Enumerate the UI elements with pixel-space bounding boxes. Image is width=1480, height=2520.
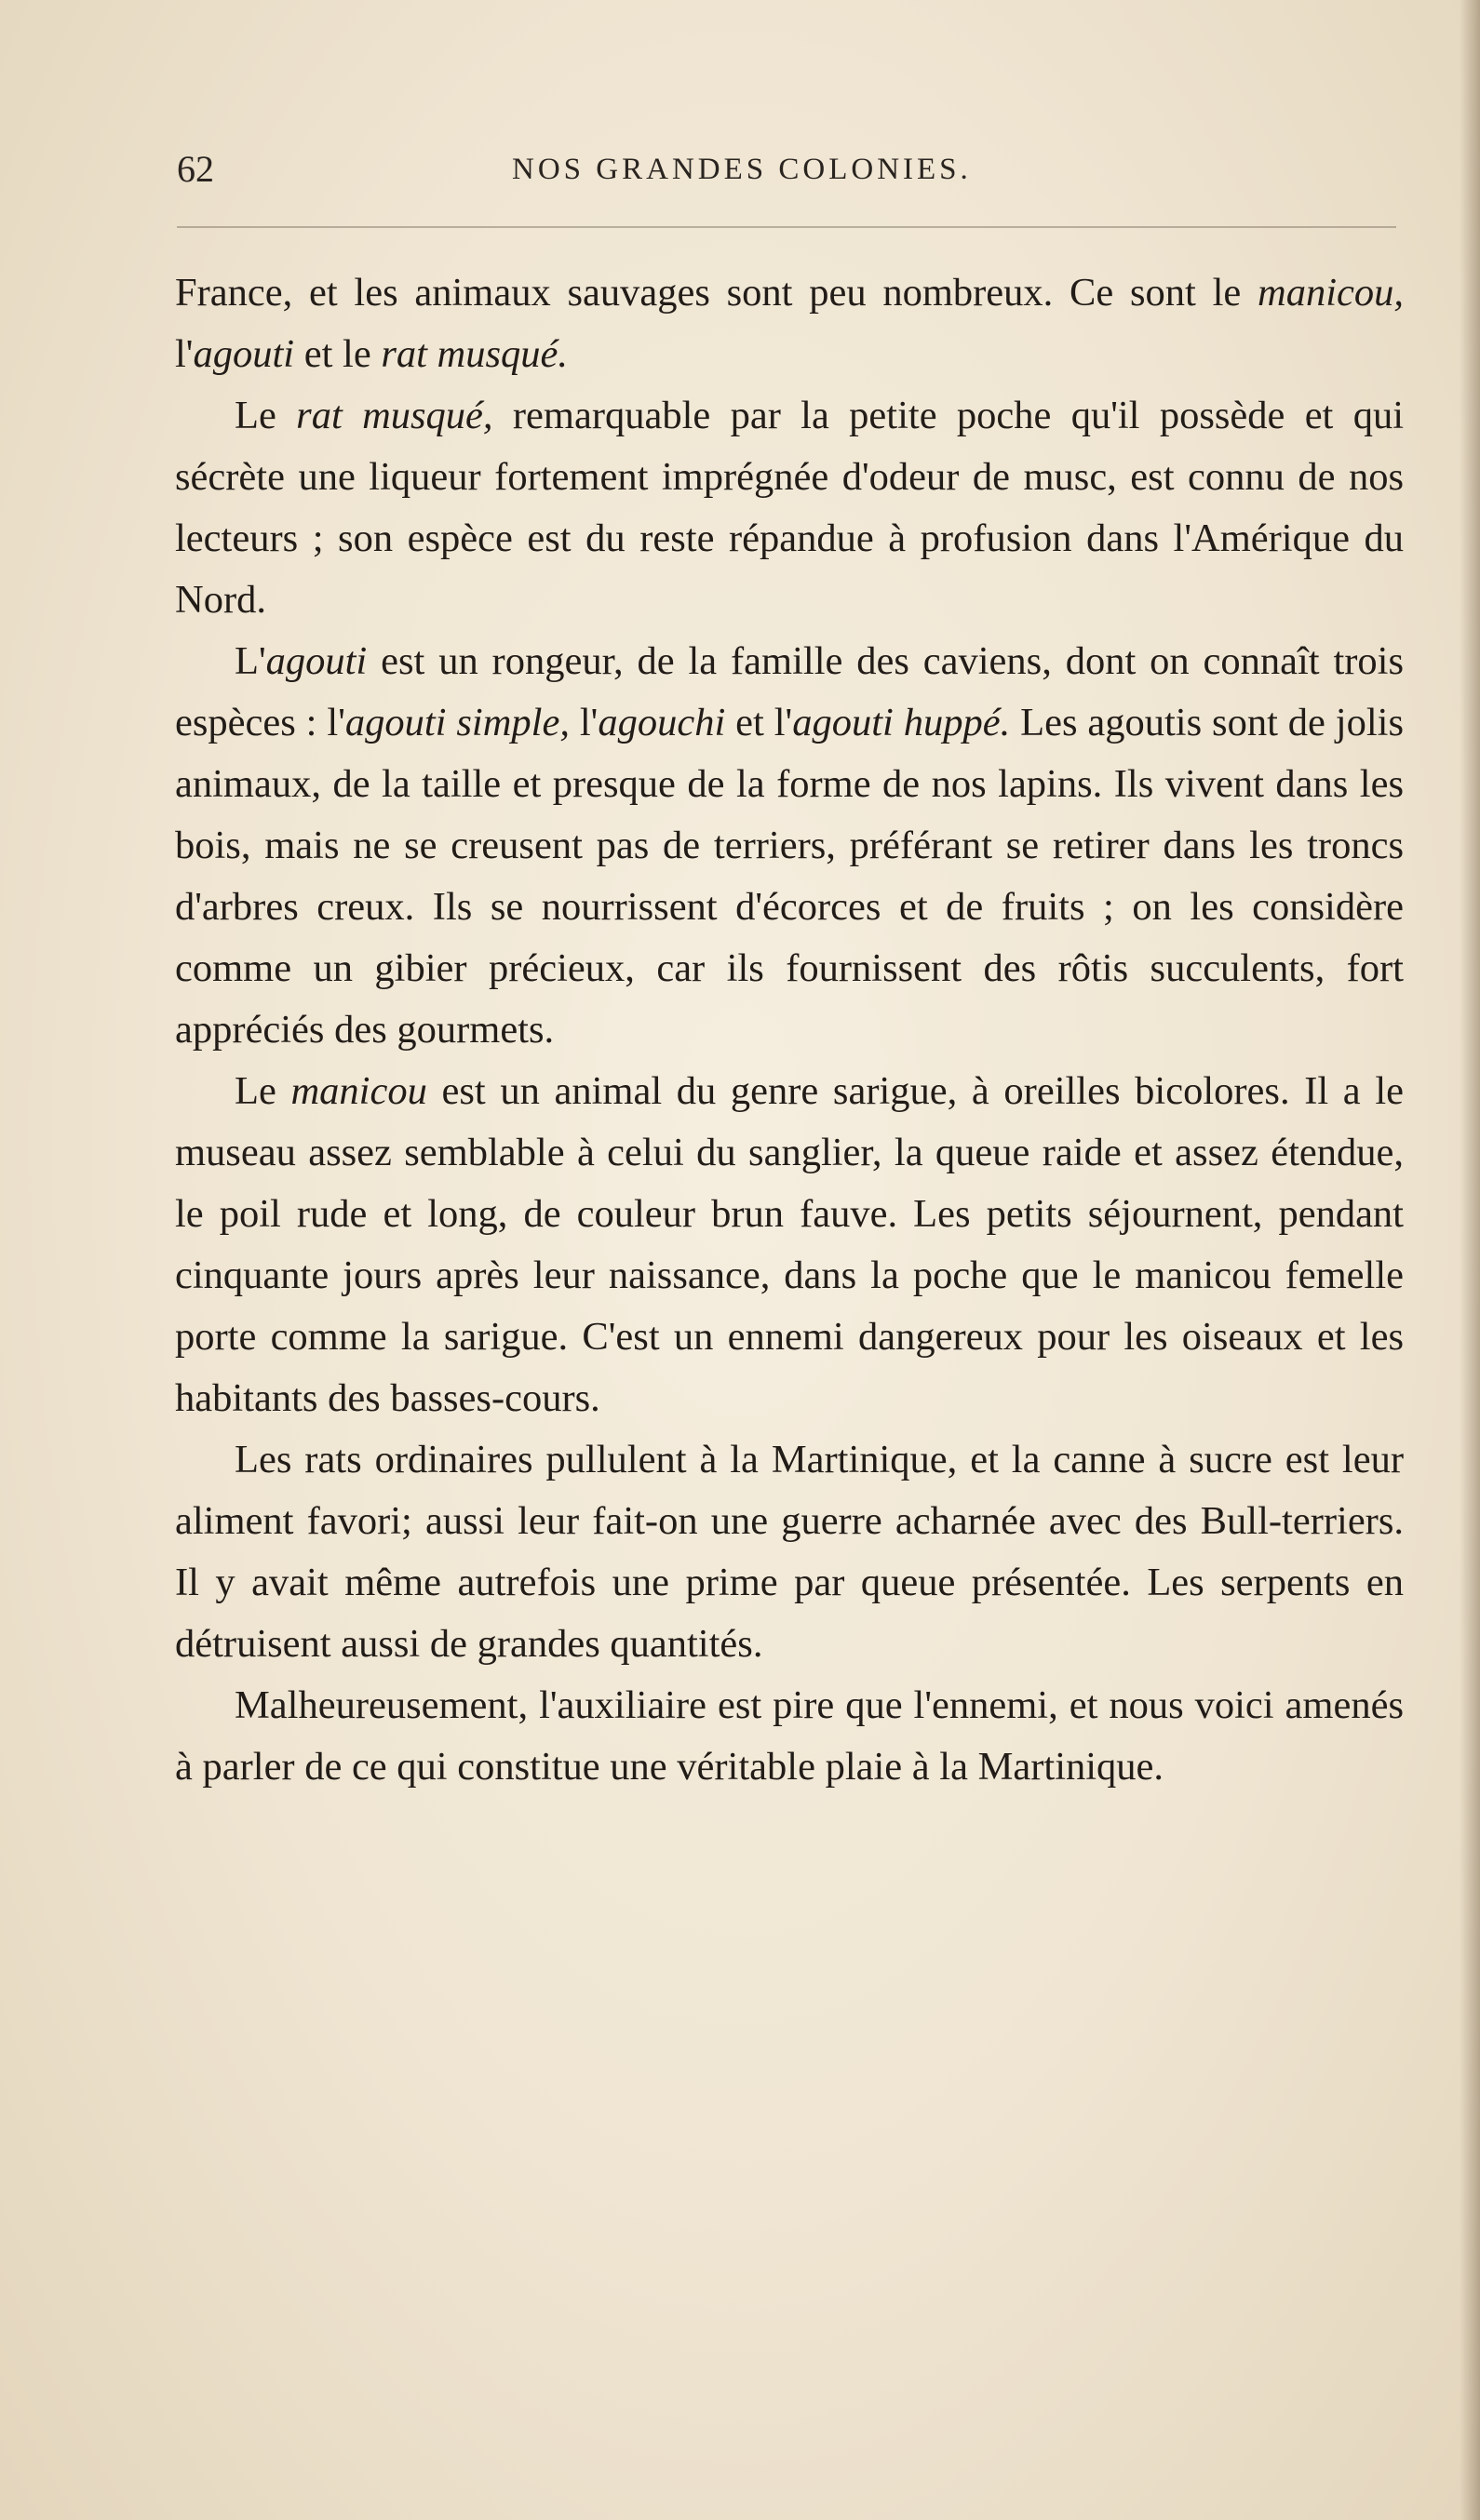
text-run: L' [235, 639, 266, 683]
italic-term: agouti huppé. [792, 701, 1011, 744]
text-run: est un animal du genre sarigue, à oreilles bicolores. Il a le museau assez semblable à celui du sanglier, la queue raide et assez étendue, le poil rude et long, de couleur brun fauve. Les petits séjournent, pendant cinquante jours après leur naissance, dans la poche que le manicou femelle porte comme la sarigue. C'est un ennemi dangereux pour les oiseaux et les habitants des basses-cours. [175, 1069, 1404, 1420]
header-rule [177, 226, 1396, 228]
paragraph [175, 631, 1404, 1061]
italic-term: agouti simple, [344, 701, 570, 744]
text-run: Les rats ordinaires pullulent à la Martinique, et la canne à sucre est leur aliment favori; aussi leur fait-on une guerre acharnée avec des Bull-terriers. Il y avait même autrefois une prime par queue présentée. Les serpents en détruisent aussi de grandes quantités. [175, 1438, 1404, 1666]
italic-term: manicou [290, 1069, 427, 1113]
running-title: NOS GRANDES COLONIES. [512, 153, 972, 186]
paragraph [175, 1675, 1404, 1798]
running-header [177, 140, 1406, 195]
text-run: l' [569, 701, 599, 744]
text-run: est un rongeur, de la famille des caviens, dont on connaît trois espèces : l' [175, 639, 1404, 744]
text-run: l' [175, 332, 194, 376]
page-number: 62 [177, 148, 214, 190]
text-run: Malheureusement, l'auxiliaire est pire que l'ennemi, et nous voici amenés à parler de ce qui constitue une véritable plaie à la Martinique. [175, 1683, 1404, 1789]
italic-term: manicou, [1258, 271, 1404, 315]
text-run: France, et les animaux sauvages sont peu nombreux. Ce sont le [175, 271, 1258, 315]
text-run: et le [294, 332, 382, 376]
italic-term: rat musqué, [296, 394, 493, 437]
paragraph [175, 1061, 1404, 1429]
text-run: remarquable par la petite poche qu'il possède et qui sécrète une liqueur fortement imprégnée d'odeur de musc, est connu de nos lecteurs ; son espèce est du reste répandue à profusion dans l'Amérique du Nord. [175, 394, 1405, 622]
paragraph [175, 1429, 1404, 1675]
text-run: et l' [725, 701, 793, 744]
italic-term: rat musqué. [381, 332, 569, 376]
text-run: Les agoutis sont de jolis animaux, de la taille et presque de la forme de nos lapins. Ils vivent dans les bois, mais ne se creusent pas de terriers, préférant se retirer dans les troncs d'arbres creux. Ils se nourrissent d'écorces et de fruits ; on les considère comme un gibier précieux, car ils fournissent des rôtis succulents, fort appréciés des gourmets. [175, 701, 1405, 1052]
paragraph [175, 385, 1404, 631]
page-edge-shadow [1460, 0, 1480, 2520]
italic-term: agouchi [598, 701, 726, 744]
body-text [175, 262, 1404, 1798]
italic-term: agouti [193, 332, 295, 376]
text-run: Le [235, 394, 297, 437]
paragraph [175, 262, 1404, 385]
italic-term: agouti [265, 639, 368, 683]
text-run: Le [235, 1069, 291, 1113]
